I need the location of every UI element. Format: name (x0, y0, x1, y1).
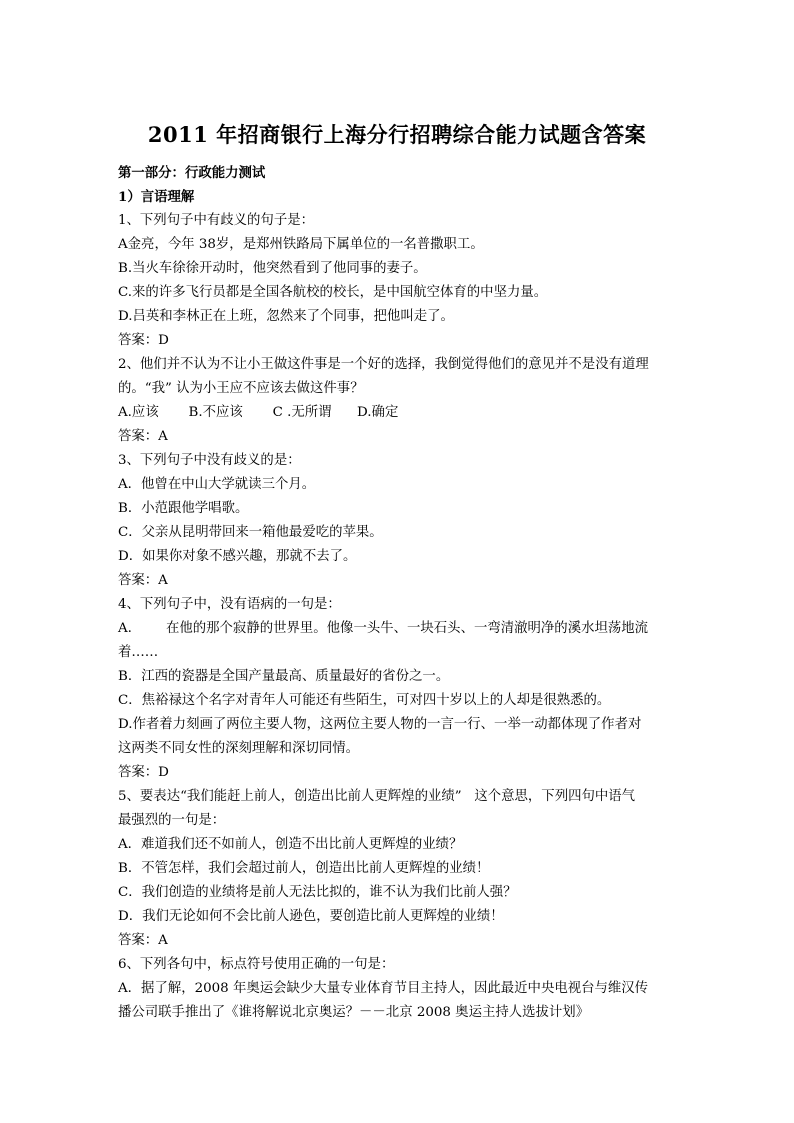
text-line: 答案：D (118, 765, 169, 780)
text-line: 答案：A (118, 933, 168, 948)
text-line: 4、下列句子中，没有语病的一句是： (118, 597, 341, 612)
text-line: C.来的许多飞行员都是全国各航校的校长，是中国航空体育的中坚力量。 (118, 285, 548, 300)
text-line: 着…… (118, 645, 159, 660)
text-line: 3、下列句子中没有歧义的是： (118, 453, 301, 468)
text-line: C．我们创造的业绩将是前人无法比拟的，谁不认为我们比前人强？ (118, 885, 517, 900)
document-body (118, 161, 684, 1025)
text-line: A. 在他的那个寂静的世界里。他像一头牛、一块石头、一弯清澈明净的溪水坦荡地流 (118, 621, 649, 636)
text-line: B.当火车徐徐开动时，他突然看到了他同事的妻子。 (118, 261, 427, 276)
text-line: C．焦裕禄这个名字对青年人可能还有些陌生，可对四十岁以上的人却是很熟悉的。 (118, 693, 611, 708)
text-line: A．他曾在中山大学就读三个月。 (118, 477, 316, 492)
text-line: 1、下列句子中有歧义的句子是： (118, 213, 314, 228)
text-line: 这两类不同女性的深刻理解和深切同情。 (118, 741, 360, 756)
text-line: C．父亲从昆明带回来一箱他最爱吃的苹果。 (118, 525, 383, 540)
text-line: B．不管怎样，我们会超过前人，创造出比前人更辉煌的业绩！ (118, 861, 490, 876)
text-line: 最强烈的一句是： (118, 813, 226, 828)
text-line: A.应该 B.不应该 C .无所谓 D.确定 (118, 405, 399, 420)
text-line: 答案：A (118, 573, 168, 588)
document-title: 2011 年招商银行上海分行招聘综合能力试题含答案 (147, 122, 647, 147)
text-line: A．难道我们还不如前人，创造不出比前人更辉煌的业绩？ (118, 837, 463, 852)
text-line: D.作者着力刻画了两位主要人物，这两位主要人物的一言一行、一举一动都体现了作者对 (118, 717, 642, 732)
text-line: 6、下列各句中，标点符号使用正确的一句是： (118, 957, 395, 972)
text-line: 1）言语理解 (118, 189, 195, 205)
text-line: 2、他们并不认为不让小王做这件事是一个好的选择，我倒觉得他们的意见并不是没有道理 (118, 357, 649, 372)
text-line: D．我们无论如何不会比前人逊色，要创造比前人更辉煌的业绩！ (118, 909, 504, 924)
text-line: 播公司联手推出了《谁将解说北京奥运？－－北京 2008 奥运主持人选拔计划》 (118, 1005, 590, 1020)
text-line: 答案：D (118, 333, 169, 348)
text-line: 的。“我” 认为小王应不应该去做这件事？ (118, 381, 364, 396)
text-line: 第一部分：行政能力测试 (118, 165, 266, 181)
text-line: A．据了解，2008 年奥运会缺少大量专业体育节目主持人，因此最近中央电视台与维汉传 (118, 981, 649, 996)
text-line: D．如果你对象不感兴趣，那就不去了。 (118, 549, 357, 564)
text-line: B．江西的瓷器是全国产量最高、质量最好的省份之一。 (118, 669, 450, 684)
text-line: A金亮，今年 38岁，是郑州铁路局下属单位的一名普撒职工。 (118, 237, 484, 252)
text-line: B．小范跟他学唱歌。 (118, 501, 249, 516)
text-line: 答案：A (118, 429, 168, 444)
text-line: D.吕英和李林正在上班，忽然来了个同事，把他叫走了。 (118, 309, 454, 324)
text-line: 5、要表达“我们能赶上前人，创造出比前人更辉煌的业绩” 这个意思，下列四句中语气 (118, 789, 636, 804)
